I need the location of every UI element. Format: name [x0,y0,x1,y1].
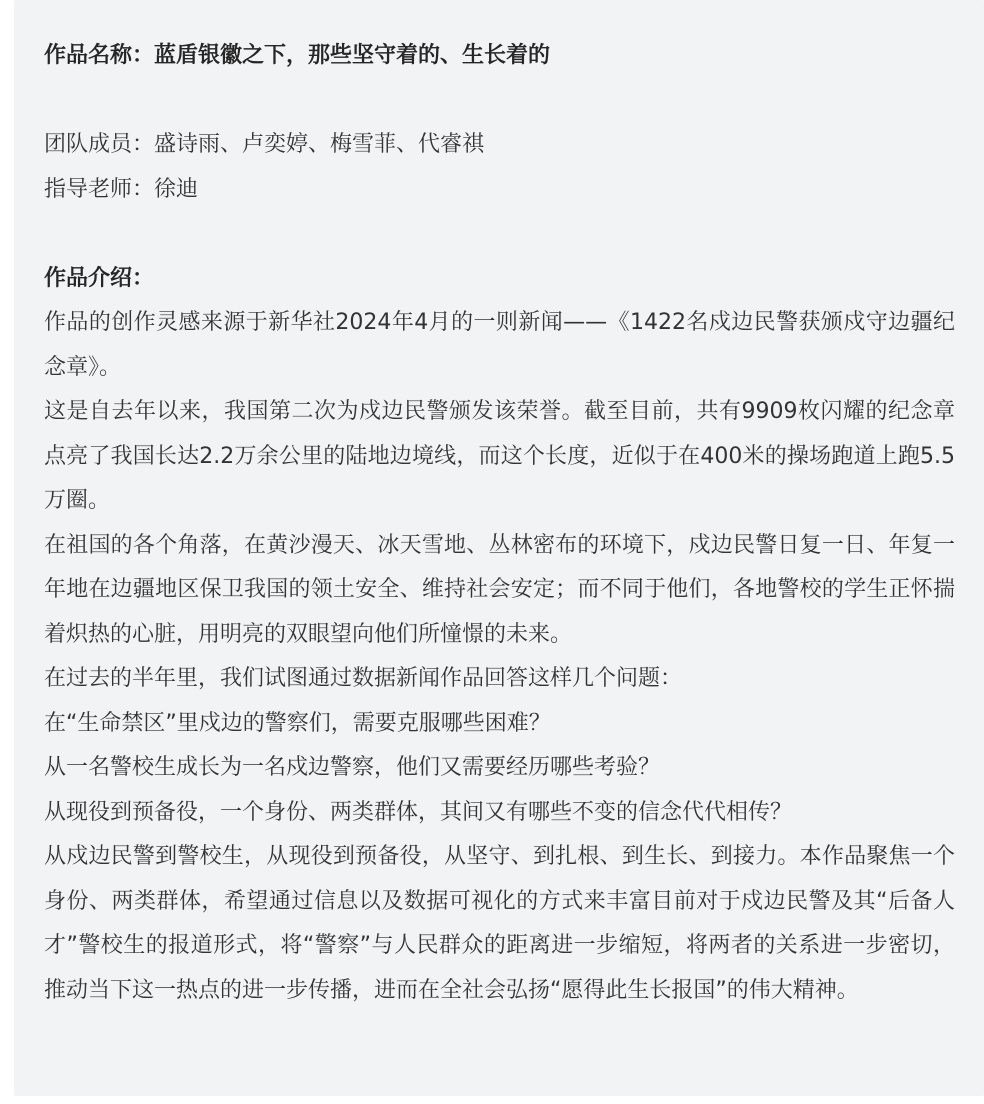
team-members-label: 团队成员： [44,132,155,157]
article-panel [14,0,984,1096]
spacer [44,212,955,257]
intro-heading: 作品介绍： [44,265,155,291]
intro-paragraph: 作品的创作灵感来源于新华社2024年4月的一则新闻——《1422名戍边民警获颁戍守边疆纪念章》。 [44,310,955,380]
intro-paragraph: 在过去的半年里，我们试图通过数据新闻作品回答这样几个问题： [44,666,683,691]
team-members [44,123,955,168]
intro-paragraph: 在祖国的各个角落，在黄沙漫天、冰天雪地、丛林密布的环境下，戍边民警日复一日、年复一年地在边疆地区保卫我国的领土安全、维持社会安定；而不同于他们，各地警校的学生正怀揣着炽热的心脏，用明亮的双眼望向他们所憧憬的未来。 [44,532,955,647]
advisor-label: 指导老师： [44,176,155,202]
intro-paragraph: 这是自去年以来，我国第二次为戍边民警颁发该荣誉。截至目前，共有9909枚闪耀的纪念章点亮了我国长达2.2万余公里的陆地边境线，而这个长度，近似于在400米的操场跑道上跑5.5万圈。 [44,399,955,513]
team-members-value: 盛诗雨、卢奕婷、梅雪菲、代睿祺 [154,132,485,157]
work-title-label: 作品名称： [44,43,155,68]
spacer [44,79,955,124]
work-title-value: 蓝盾银徽之下，那些坚守着的、生长着的 [154,43,551,68]
intro-paragraph: 从戍边民警到警校生，从现役到预备役，从坚守、到扎根、到生长、到接力。本作品聚焦一个身份、两类群体，希望通过信息以及数据可视化的方式来丰富目前对于戍边民警及其“后备人才”警校生的报道形式，将“警察”与人民群众的距离进一步缩短，将两者的关系进一步密切，推动当下这一热点的进一步传播，进而在全社会弘扬“愿得此生长报国”的伟大精神。 [44,844,955,1003]
intro-paragraph: 从一名警校生成长为一名戍边警察，他们又需要经历哪些考验？ [44,755,661,780]
intro-paragraph: 从现役到预备役，一个身份、两类群体，其间又有哪些不变的信念代代相传？ [44,799,793,825]
intro-paragraph: 在“生命禁区”里戍边的警察们，需要克服哪些困难？ [44,710,551,736]
work-title [44,34,955,79]
advisor-value: 徐迪 [154,176,199,202]
advisor [44,168,955,213]
